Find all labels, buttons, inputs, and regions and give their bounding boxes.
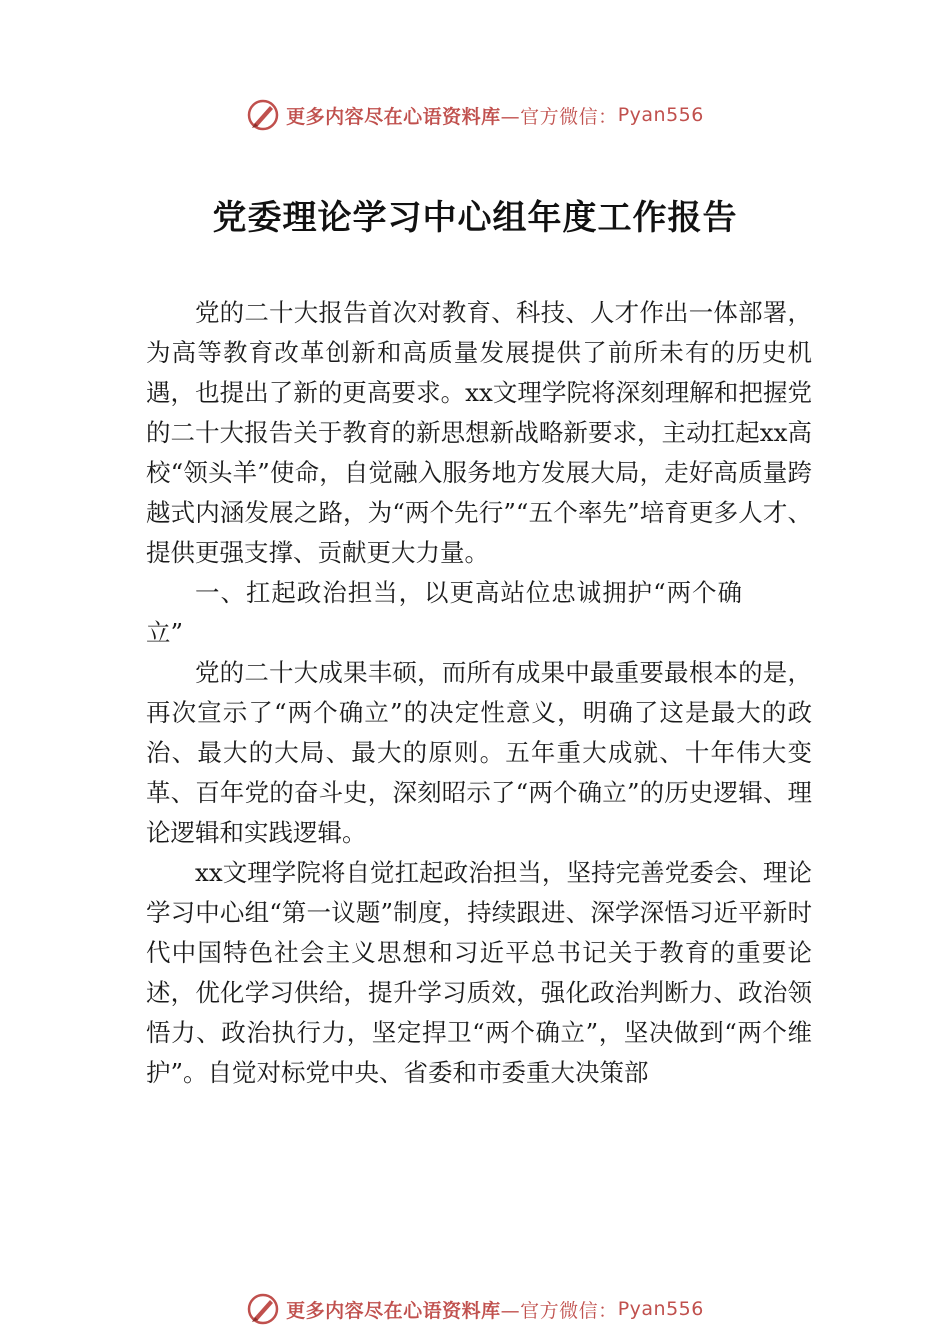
footer-banner xyxy=(0,1287,950,1331)
footer-banner-separator: —官方微信： xyxy=(500,1299,618,1322)
footer-wechat-id: Pyan556 xyxy=(617,1298,704,1320)
banner-separator: —官方微信： xyxy=(500,105,618,128)
pen-logo-icon xyxy=(246,1292,280,1326)
paragraph-2: xx文理学院将自觉扛起政治担当，坚持完善党委会、理论学习中心组“第一议题”制度，持续跟进、深学深悟习近平新时代中国特色社会主义思想和习近平总书记关于教育的重要论述，优化学习供给，提升学习质效，强化政治判断力、政治领悟力、政治执行力，坚定捍卫“两个确立”，坚决做到“两个维护”。自觉对标党中央、省委和市委重大决策部 xyxy=(146,858,812,1087)
paragraph-1: 党的二十大成果丰硕，而所有成果中最重要最根本的是，再次宣示了“两个确立”的决定性意义，明确了这是最大的政治、最大的大局、最大的原则。五年重大成就、十年伟大变革、百年党的奋斗史，深刻昭示了“两个确立”的历史逻辑、理论逻辑和实践逻辑。 xyxy=(146,658,812,847)
banner-text: 更多内容尽在心语资料库 xyxy=(286,105,501,128)
document-body xyxy=(146,293,812,1093)
paragraph-intro: 党的二十大报告首次对教育、科技、人才作出一体部署，为高等教育改革创新和高质量发展提供了前所未有的历史机遇，也提出了新的更高要求。xx文理学院将深刻理解和把握党的二十大报告关于教育的新思想新战略新要求，主动扛起xx高校“领头羊”使命，自觉融入服务地方发展大局，走好高质量跨越式内涵发展之路，为“两个先行”“五个率先”培育更多人才、提供更强支撑、贡献更大力量。 xyxy=(146,298,812,567)
pen-logo-icon xyxy=(246,98,280,132)
wechat-id: Pyan556 xyxy=(617,104,704,126)
header-banner xyxy=(0,93,950,137)
document-title: 党委理论学习中心组年度工作报告 xyxy=(212,198,738,238)
footer-banner-text: 更多内容尽在心语资料库 xyxy=(286,1299,501,1322)
section-heading-1: 一、扛起政治担当，以更高站位忠诚拥护“两个确立” xyxy=(146,578,742,647)
